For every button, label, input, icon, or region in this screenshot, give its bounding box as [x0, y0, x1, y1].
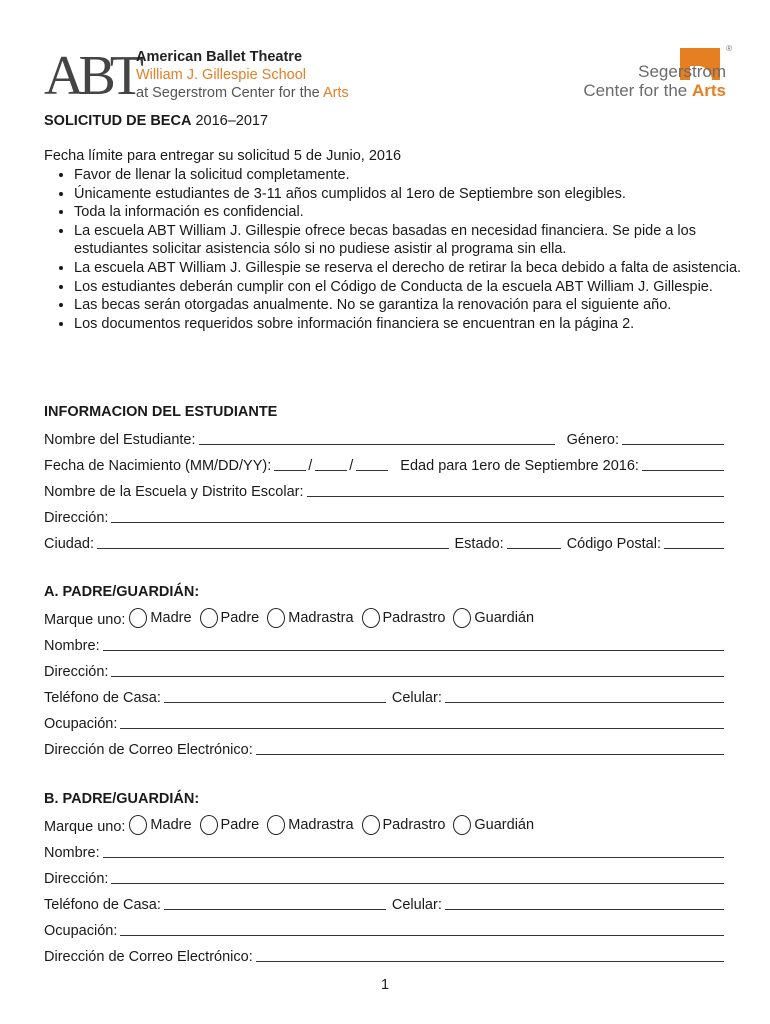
- guardian-a-email-field[interactable]: [256, 741, 724, 755]
- student-name-row: [44, 428, 726, 448]
- guardian-a-address-field[interactable]: [111, 663, 724, 677]
- option-label: Padre: [220, 610, 260, 626]
- guardian-a-name-label: Nombre:: [44, 638, 100, 654]
- guardian-a-address-label: Dirección:: [44, 664, 109, 680]
- zip-field[interactable]: [664, 535, 724, 549]
- guardian-b-name-field[interactable]: [103, 844, 724, 858]
- option-label: Padrastro: [382, 610, 446, 626]
- age-field[interactable]: [642, 457, 724, 471]
- page-number: 1: [380, 977, 390, 993]
- state-field[interactable]: [507, 535, 561, 549]
- guardian-a-relationship-row: [44, 608, 726, 628]
- guardian-b-option-padre[interactable]: [196, 815, 260, 835]
- radio-icon[interactable]: [453, 815, 471, 835]
- address-row: [44, 506, 726, 526]
- guardian-a-email-label: Dirección de Correo Electrónico:: [44, 742, 253, 758]
- abt-logo: ABT: [44, 45, 138, 107]
- guardian-a-cell-field[interactable]: [445, 689, 724, 703]
- guardian-a-name-row: [44, 634, 726, 654]
- guardian-b-occupation-row: [44, 919, 726, 939]
- segerstrom-line-1: Segerstrom: [638, 62, 726, 81]
- state-label: Estado:: [454, 536, 504, 552]
- guardian-b-email-field[interactable]: [256, 948, 724, 962]
- guardian-a-email-row: [44, 738, 726, 758]
- guardian-b-heading: B. PADRE/GUARDIÁN:: [44, 791, 200, 807]
- deadline-text: Fecha límite para entregar su solicitud 5 de Junio, 2016: [44, 148, 402, 164]
- school-line-3-prefix: at Segerstrom Center for the: [136, 85, 323, 101]
- segerstrom-line-2: [583, 81, 726, 100]
- guardian-b-relationship-row: [44, 815, 726, 835]
- guardian-a-address-row: [44, 660, 726, 680]
- guardian-b-phone-row: [44, 893, 726, 913]
- city-label: Ciudad:: [44, 536, 94, 552]
- segerstrom-line-2-arts: Arts: [691, 81, 726, 100]
- option-label: Padrastro: [382, 817, 446, 833]
- student-name-label: Nombre del Estudiante:: [44, 432, 196, 448]
- rule-item: • Favor de llenar la solicitud completamente.: [74, 166, 754, 185]
- address-field[interactable]: [111, 509, 724, 523]
- guardian-a-option-madre[interactable]: [125, 608, 191, 628]
- guardian-b-option-padrastro[interactable]: [358, 815, 446, 835]
- guardian-a-name-field[interactable]: [103, 637, 724, 651]
- city-row: [44, 532, 726, 552]
- guardian-a-occupation-field[interactable]: [120, 715, 724, 729]
- radio-icon[interactable]: [362, 815, 380, 835]
- guardian-b-check-label: Marque uno:: [44, 819, 126, 835]
- rule-item: • Toda la información es confidencial.: [74, 203, 754, 222]
- guardian-b-home-phone-label: Teléfono de Casa:: [44, 897, 161, 913]
- guardian-b-cell-label: Celular:: [391, 897, 442, 913]
- city-field[interactable]: [97, 535, 449, 549]
- segerstrom-line-2-prefix: Center for the: [583, 81, 692, 100]
- rules-list: [44, 166, 754, 333]
- registered-mark: ®: [726, 44, 732, 53]
- rule-item: • Los documentos requeridos sobre información financiera se encuentran en la página 2.: [74, 315, 754, 334]
- school-label: Nombre de la Escuela y Distrito Escolar:: [44, 484, 304, 500]
- option-label: Madre: [150, 817, 192, 833]
- guardian-b-occupation-field[interactable]: [120, 922, 724, 936]
- dob-label: Fecha de Nacimiento (MM/DD/YY):: [44, 458, 272, 474]
- address-label: Dirección:: [44, 510, 109, 526]
- guardian-a-check-label: Marque uno:: [44, 612, 126, 628]
- zip-label: Código Postal:: [566, 536, 661, 552]
- school-row: [44, 480, 726, 500]
- guardian-a-home-phone-label: Teléfono de Casa:: [44, 690, 161, 706]
- school-line-2: William J. Gillespie School: [136, 67, 307, 83]
- school-line-3-arts: Arts: [322, 85, 349, 101]
- guardian-b-email-row: [44, 945, 726, 965]
- rule-item: • La escuela ABT William J. Gillespie se reserva el derecho de retirar la beca debido a falta de asistencia.: [74, 259, 754, 278]
- guardian-b-name-label: Nombre:: [44, 845, 100, 861]
- guardian-a-cell-label: Celular:: [391, 690, 442, 706]
- option-label: Padre: [220, 817, 260, 833]
- guardian-a-phone-row: [44, 686, 726, 706]
- guardian-b-address-field[interactable]: [111, 870, 724, 884]
- guardian-b-option-guardian[interactable]: [449, 815, 534, 835]
- rule-item: • La escuela ABT William J. Gillespie ofrece becas basadas en necesidad financiera. Se pide a los estudiantes solicitar asistencia sólo si no pudiese asistir al programa sin ella.: [74, 222, 754, 259]
- dob-day-field[interactable]: [315, 457, 347, 471]
- rule-item: • Las becas serán otorgadas anualmente. No se garantiza la renovación para el siguiente año.: [74, 296, 754, 315]
- guardian-a-option-padre[interactable]: [196, 608, 260, 628]
- dob-separator: /: [308, 458, 313, 474]
- rule-item: • Únicamente estudiantes de 3-11 años cumplidos al 1ero de Septiembre son elegibles.: [74, 185, 754, 204]
- guardian-b-email-label: Dirección de Correo Electrónico:: [44, 949, 253, 965]
- school-name-block: [136, 48, 349, 102]
- rule-item: • Los estudiantes deberán cumplir con el Código de Conducta de la escuela ABT William J. Gillespie.: [74, 278, 754, 297]
- guardian-a-heading: A. PADRE/GUARDIÁN:: [44, 584, 200, 600]
- guardian-a-option-guardian[interactable]: [449, 608, 534, 628]
- gender-field[interactable]: [622, 431, 724, 445]
- form-title-years: 2016–2017: [195, 113, 269, 129]
- student-name-field[interactable]: [199, 431, 555, 445]
- guardian-b-address-row: [44, 867, 726, 887]
- option-label: Madrastra: [288, 817, 354, 833]
- guardian-b-occupation-label: Ocupación:: [44, 923, 118, 939]
- guardian-b-address-label: Dirección:: [44, 871, 109, 887]
- dob-separator: /: [349, 458, 354, 474]
- guardian-a-occupation-row: [44, 712, 726, 732]
- form-title-label: SOLICITUD DE BECA: [44, 113, 192, 129]
- segerstrom-logo-text: [583, 60, 726, 100]
- guardian-b-option-madre[interactable]: [125, 815, 191, 835]
- option-label: Madrastra: [288, 610, 354, 626]
- guardian-a-occupation-label: Ocupación:: [44, 716, 118, 732]
- radio-icon[interactable]: [362, 608, 380, 628]
- guardian-b-cell-field[interactable]: [445, 896, 724, 910]
- school-line-3: [136, 84, 349, 102]
- school-line-1: American Ballet Theatre: [136, 49, 303, 65]
- radio-icon[interactable]: [267, 608, 285, 628]
- option-label: Guardián: [474, 817, 535, 833]
- guardian-a-option-madrastra[interactable]: [263, 608, 353, 628]
- form-title: [44, 113, 268, 129]
- age-label: Edad para 1ero de Septiembre 2016:: [400, 458, 639, 474]
- guardian-b-home-phone-field[interactable]: [164, 896, 386, 910]
- guardian-b-option-madrastra[interactable]: [263, 815, 353, 835]
- radio-icon[interactable]: [453, 608, 471, 628]
- guardian-b-name-row: [44, 841, 726, 861]
- dob-row: [44, 454, 726, 474]
- dob-month-field[interactable]: [274, 457, 306, 471]
- gender-label: Género:: [566, 432, 619, 448]
- option-label: Madre: [150, 610, 192, 626]
- school-field[interactable]: [307, 483, 725, 497]
- radio-icon[interactable]: [129, 608, 147, 628]
- radio-icon[interactable]: [267, 815, 285, 835]
- option-label: Guardián: [474, 610, 535, 626]
- guardian-a-option-padrastro[interactable]: [358, 608, 446, 628]
- radio-icon[interactable]: [129, 815, 147, 835]
- dob-year-field[interactable]: [356, 457, 388, 471]
- student-section-heading: INFORMACION DEL ESTUDIANTE: [44, 404, 278, 420]
- radio-icon[interactable]: [200, 608, 218, 628]
- radio-icon[interactable]: [200, 815, 218, 835]
- guardian-a-home-phone-field[interactable]: [164, 689, 386, 703]
